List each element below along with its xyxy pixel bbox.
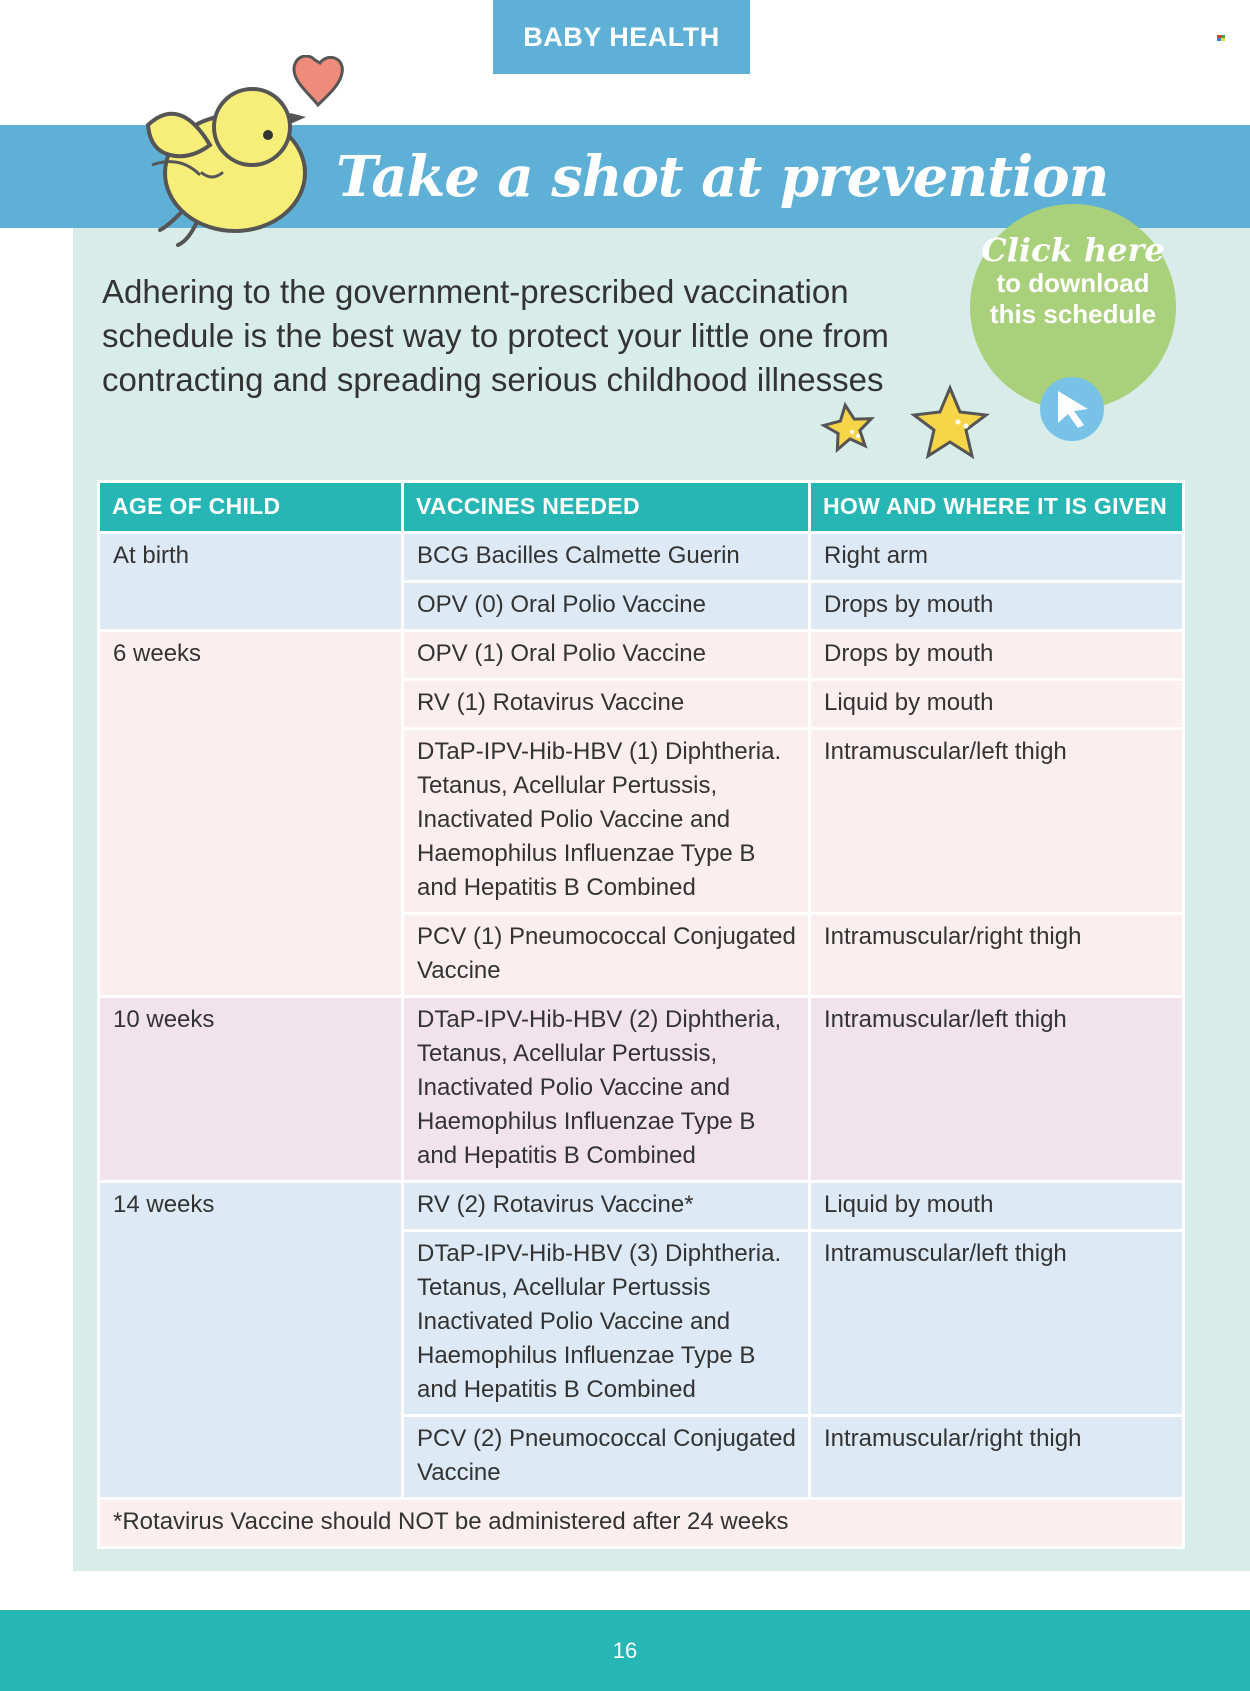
vaccine-cell: DTaP-IPV-Hib-HBV (3) Diphtheria. Tetanus, Acellular Pertussis Inactivated Polio Vaccine and Haemophilus Influenzae Type B and Hepatitis B Combined	[403, 1231, 810, 1416]
footnote: *Rotavirus Vaccine should NOT be administered after 24 weeks	[99, 1499, 1184, 1548]
age-cell: 6 weeks	[99, 631, 403, 997]
table-row	[99, 533, 1184, 582]
page-number: 16	[612, 1637, 638, 1663]
age-cell: 10 weeks	[99, 997, 403, 1182]
header-age: AGE OF CHILD	[99, 482, 403, 533]
group-14-weeks	[99, 1182, 1184, 1499]
age-cell: 14 weeks	[99, 1182, 403, 1499]
vaccine-cell: BCG Bacilles Calmette Guerin	[403, 533, 810, 582]
how-cell: Intramuscular/right thigh	[810, 914, 1184, 997]
heart-icon	[294, 56, 342, 105]
vaccine-cell: OPV (1) Oral Polio Vaccine	[403, 631, 810, 680]
table-row	[99, 997, 1184, 1182]
page-title: Take a shot at prevention	[336, 144, 1109, 210]
how-cell: Drops by mouth	[810, 582, 1184, 631]
cta-main-label: Click here	[981, 231, 1165, 269]
how-cell: Intramuscular/right thigh	[810, 1416, 1184, 1499]
section-tag: BABY HEALTH	[493, 0, 750, 74]
age-cell: At birth	[99, 533, 403, 631]
how-cell: Liquid by mouth	[810, 1182, 1184, 1231]
page-footer	[0, 1610, 1250, 1691]
header-vaccines: VACCINES NEEDED	[403, 482, 810, 533]
table-row	[99, 631, 1184, 680]
header-how: HOW AND WHERE IT IS GIVEN	[810, 482, 1184, 533]
how-cell: Drops by mouth	[810, 631, 1184, 680]
cta-sub-label: to download this schedule	[989, 268, 1157, 329]
bird-illustration	[140, 55, 360, 255]
corner-mark-icon	[1217, 35, 1225, 41]
how-cell: Intramuscular/left thigh	[810, 1231, 1184, 1416]
how-cell: Intramuscular/left thigh	[810, 997, 1184, 1182]
vaccination-schedule-table	[97, 480, 1185, 1549]
group-at-birth	[99, 533, 1184, 631]
star-icon	[820, 380, 1010, 475]
vaccine-cell: RV (2) Rotavirus Vaccine*	[403, 1182, 810, 1231]
group-6-weeks	[99, 631, 1184, 997]
how-cell: Right arm	[810, 533, 1184, 582]
cursor-icon[interactable]	[1040, 377, 1104, 441]
vaccine-cell: DTaP-IPV-Hib-HBV (2) Diphtheria, Tetanus, Acellular Pertussis, Inactivated Polio Vaccine and Haemophilus Influenzae Type B and Hepatitis B Combined	[403, 997, 810, 1182]
vaccine-cell: DTaP-IPV-Hib-HBV (1) Diphtheria. Tetanus, Acellular Pertussis, Inactivated Polio Vaccine and Haemophilus Influenzae Type B and Hepatitis B Combined	[403, 729, 810, 914]
table-footnote-group	[99, 1499, 1184, 1548]
how-cell: Intramuscular/left thigh	[810, 729, 1184, 914]
intro-text: Adhering to the government-prescribed vaccination schedule is the best way to protect your little one from contracting and spreading serious childhood illnesses	[102, 273, 889, 398]
vaccine-cell: PCV (1) Pneumococcal Conjugated Vaccine	[403, 914, 810, 997]
table-footnote-row	[99, 1499, 1184, 1548]
vaccine-cell: PCV (2) Pneumococcal Conjugated Vaccine	[403, 1416, 810, 1499]
vaccine-cell: RV (1) Rotavirus Vaccine	[403, 680, 810, 729]
table-header-row	[99, 482, 1184, 533]
how-cell: Liquid by mouth	[810, 680, 1184, 729]
group-10-weeks	[99, 997, 1184, 1182]
table-row	[99, 1182, 1184, 1231]
vaccine-cell: OPV (0) Oral Polio Vaccine	[403, 582, 810, 631]
